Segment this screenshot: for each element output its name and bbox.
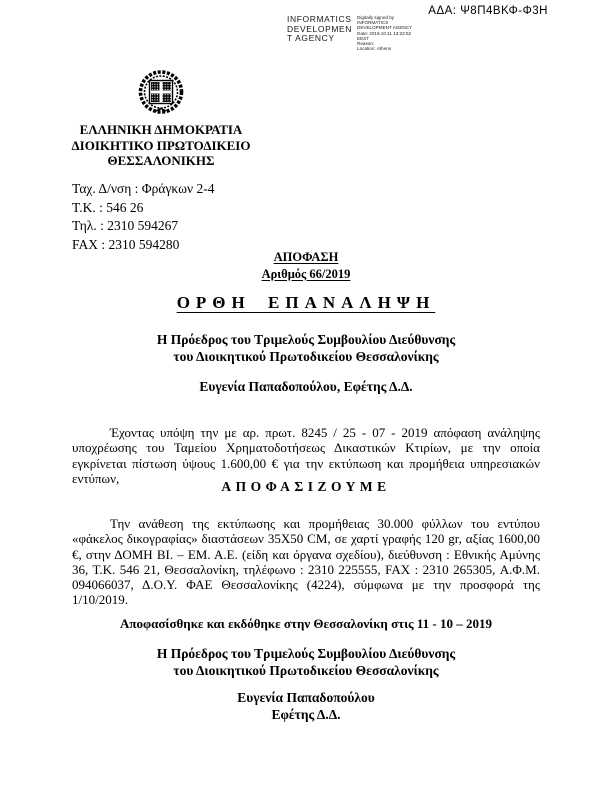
org-line-republic: ΕΛΛΗΝΙΚΗ ΔΗΜΟΚΡΑΤΙΑ: [79, 122, 243, 137]
stamp-signature-details: [357, 15, 421, 51]
signature-title: [0, 645, 612, 679]
decision-body-paragraph: Την ανάθεση της εκτύπωσης και προμήθειας 30.000 φύλλων του εντύπου «φάκελος δικογραφίας» διαστάσεων 35Χ50 CM, σε χαρτί γραφής 120 gr, αξίας 1600,00 €, στην ΔΟΜΗ ΒΙ. – ΕΜ. Α.Ε. (είδη και όργανα σχεδίου), διεύθυνση : Εθνικής Αμύνης 36, Τ.Κ. 546 21, Θεσσαλονίκη, τηλέφωνο : 2310 225555, FAX : 2310 265305, Α.Φ.Μ. 094066037, Δ.Ο.Υ. ΦΑΕ Θεσσαλονίκης (4224), σύμφωνα με την προσφορά της 1/10/2019.: [72, 516, 540, 608]
ada-code: ΑΔΑ: Ψ8Π4ΒΚΦ-Φ3Η: [428, 5, 548, 17]
decision-number: Αριθμός 66/2019: [261, 266, 351, 281]
stamp-agency-line: T AGENCY: [287, 33, 335, 43]
contact-address: Ταχ. Δ/νση : Φράγκων 2-4: [72, 181, 215, 196]
contact-phone: Τηλ. : 2310 594267: [72, 218, 179, 233]
digital-signature-stamp: [287, 15, 421, 51]
contact-fax: FAX : 2310 594280: [72, 236, 180, 252]
issuer-title-line2: του Διοικητικού Πρωτοδικείου Θεσσαλονίκης: [173, 349, 439, 364]
signature-role: Εφέτης Δ.Δ.: [271, 706, 341, 722]
stamp-detail-line: Reason:: [357, 41, 375, 47]
stamp-detail-line: Date: 2019.10.11 13:22:52: [357, 30, 412, 36]
org-line-city: ΘΕΣΣΑΛΟΝΙΚΗΣ: [107, 153, 215, 168]
stamp-detail-line: INFORMATICS: [357, 20, 389, 26]
signature-title-line2: του Διοικητικού Πρωτοδικείου Θεσσαλονίκης: [173, 663, 439, 678]
correction-notice: ΟΡΘΗ ΕΠΑΝΑΛΗΨΗ: [176, 293, 436, 312]
issued-statement: Αποφασίσθηκε και εκδόθηκε στην Θεσσαλονίκη στις 11 - 10 – 2019: [119, 616, 493, 631]
decision-title: ΑΠΟΦΑΣΗ: [273, 250, 339, 264]
org-line-court: ΔΙΟΙΚΗΤΙΚΟ ΠΡΩΤΟΔΙΚΕΙΟ: [71, 137, 251, 153]
signature-name-block: [0, 690, 612, 723]
decision-heading: [0, 249, 612, 282]
stamp-detail-line: Digitally signed by: [357, 15, 395, 20]
stamp-detail-line: EEST: [357, 35, 370, 41]
preamble-paragraph: Έχοντας υπόψη την με αρ. πρωτ. 8245 / 25 - 07 - 2019 απόφαση ανάληψης υποχρέωσης του Ταμείου Χρηματοδοτήσεως Δικαστικών Κτιρίων, με την οποία εγκρίνεται πίστωση ύψους 1.600,00 € για την εκτύπωση και προμήθεια υπηρεσιακών εντύπων,: [72, 425, 540, 486]
signature-title-line1: Η Πρόεδρος του Τριμελούς Συμβουλίου Διεύθυνσης: [156, 646, 456, 661]
organisation-header: [40, 70, 282, 169]
decide-heading: ΑΠΟΦΑΣΙΖΟΥΜΕ: [221, 479, 391, 494]
greek-national-emblem-icon: [138, 70, 184, 114]
stamp-agency-line: DEVELOPMEN: [287, 23, 353, 34]
signature-name: Ευγενία Παπαδοπούλου: [237, 690, 375, 705]
stamp-detail-line: DEVELOPMENT AGENCY: [357, 25, 413, 31]
stamp-agency-name: [287, 15, 352, 44]
issuer-title-line1: Η Πρόεδρος του Τριμελούς Συμβουλίου Διεύθυνσης: [156, 332, 456, 347]
contact-postal-code: Τ.Κ. : 546 26: [72, 199, 144, 215]
issuer-name: Ευγενία Παπαδοπούλου, Εφέτης Δ.Δ.: [199, 379, 413, 394]
stamp-detail-line: Location: Athens: [357, 46, 392, 52]
issuer-title: [0, 331, 612, 365]
contact-block: [72, 180, 214, 254]
stamp-agency-line: INFORMATICS: [287, 14, 352, 24]
organisation-name: [40, 122, 282, 169]
